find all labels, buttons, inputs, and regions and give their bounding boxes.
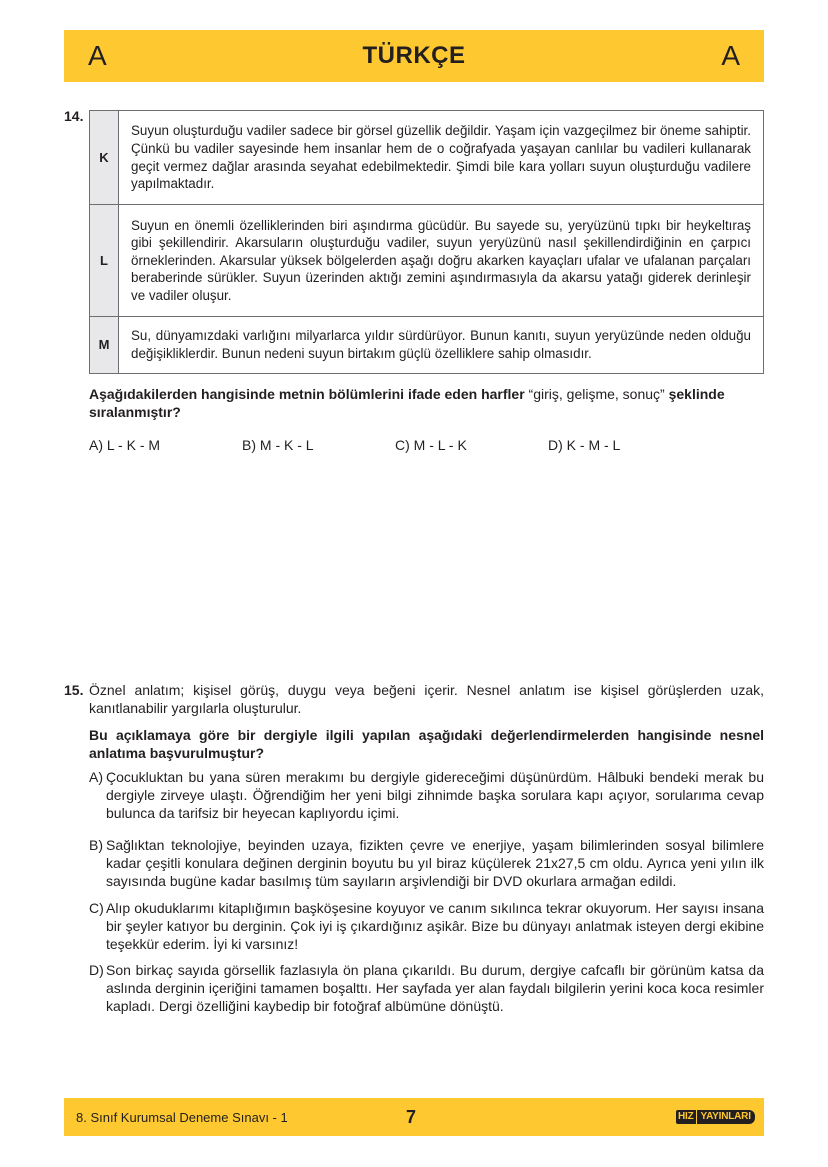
passage-text: Su, dünyamızdaki varlığını milyarlarca yıldır sürdürüyor. Bunun kanıtı, suyun yeryüzünde neden olduğu değişikliklerdir. Bunun nedeni suyun birtakım güçlü özelliklere sahip olmasıdır. xyxy=(119,317,764,374)
question-15-intro: Öznel anlatım; kişisel görüş, duygu veya beğeni içerir. Nesnel anlatım ise kişisel görüşlerden uzak, kanıtlanabilir yargılarla oluşturulur. xyxy=(89,682,764,716)
booklet-type-left: A xyxy=(88,40,107,71)
passage-letter: K xyxy=(90,111,119,205)
passage-text: Suyun oluşturduğu vadiler sadece bir görsel güzellik değildir. Yaşam için vazgeçilmez bir öneme sahiptir. Çünkü bu vadiler sayesinde hem insanlar hem de o coğrafyada yaşayan canlılar bu vadileri kullanarak geçit vermez dağlar arasında seyahat edebilmektedir. Şimdi bile kara yolları suyun oluşturduğu vadilere yapılmaktadır. xyxy=(119,111,764,205)
stem-bold-part: Aşağıdakilerden hangisinde metnin bölümlerini ifade eden harfler xyxy=(89,386,529,402)
passage-row-m xyxy=(90,317,764,374)
exam-name: 8. Sınıf Kurumsal Deneme Sınavı - 1 xyxy=(76,1109,288,1125)
booklet-type-right: A xyxy=(721,40,740,71)
page-number: 7 xyxy=(406,1106,417,1127)
logo-yayinlari: YAYINLARI xyxy=(697,1110,755,1124)
question-15-number: 15. xyxy=(64,682,84,698)
option-d[interactable] xyxy=(89,961,764,1015)
publisher-logo xyxy=(676,1110,755,1124)
option-a[interactable] xyxy=(89,768,764,822)
option-label: A) xyxy=(89,769,103,785)
question-14-choices xyxy=(89,437,701,453)
question-14-number: 14. xyxy=(64,108,84,124)
page-header xyxy=(64,30,764,82)
page-footer xyxy=(64,1098,764,1136)
subject-title: TÜRKÇE xyxy=(362,42,466,69)
option-b[interactable] xyxy=(89,836,764,890)
question-14-stem xyxy=(89,385,764,421)
choice-d[interactable]: D) K - M - L xyxy=(548,437,621,453)
passage-row-k xyxy=(90,111,764,205)
question-15 xyxy=(64,681,764,762)
passage-row-l xyxy=(90,205,764,317)
stem-quoted-part: “giriş, gelişme, sonuç” xyxy=(528,386,665,402)
option-c[interactable] xyxy=(89,899,764,953)
option-text: Sağlıktan teknolojiye, beyinden uzaya, fizikten çevre ve enerjiye, yaşam bilimlerinden sosyal bilimlere kadar çeşitli konulara değinen derginin boyutu bu yıl biraz küçülerek 21x27,5 cm oldu. Ayrıca yeni yılın ilk sayısında bugüne kadar basılmış tüm sayıların arşivlendiği bir DVD okurlara armağan edildi. xyxy=(106,837,764,889)
logo-hiz: HIZ xyxy=(678,1111,694,1122)
option-text: Alıp okuduklarımı kitaplığımın başköşesine koyuyor ve canım sıkılınca tekrar okuyorum. Her sayısı insana bir şeyler katıyor bu derginin. Çok iyi iş çıkardığınız aşikâr. Bize bu dünyayı anlatmak isteyen dergi ekibine teşekkür ederim. İyi ki varsınız! xyxy=(106,900,764,952)
passage-letter: M xyxy=(90,317,119,374)
passage-letter: L xyxy=(90,205,119,317)
question-15-stem: Bu açıklamaya göre bir dergiyle ilgili yapılan aşağıdaki değerlendirmelerden hangisinde nesnel anlatıma başvurulmuştur? xyxy=(89,727,764,761)
choice-b[interactable]: B) M - K - L xyxy=(242,437,314,453)
choice-c[interactable]: C) M - L - K xyxy=(395,437,467,453)
passage-table xyxy=(89,110,764,374)
option-label: C) xyxy=(89,900,104,916)
option-text: Çocukluktan bu yana süren merakımı bu dergiyle gidereceğimi düşünürdüm. Hâlbuki bendeki merak bu dergiyle zirveye ulaştı. Öğrendiğim her yeni bilgi zihnimde başka sorulara kapı açıyor, sorularıma cevap bulunca da tarifsiz bir heyecan kaplıyordu içimi. xyxy=(106,769,764,821)
passage-text: Suyun en önemli özelliklerinden biri aşındırma gücüdür. Bu sayede su, yeryüzünü tıpkı bir heykeltıraş gibi şekillendirir. Akarsuların oluşturduğu vadiler, suyun yeryüzünü nasıl şekillendirdiğinin en çarpıcı örneklerinden. Akarsular yüksek bölgelerden aşağı doğru akarken kayaçları ufalar ve ufalanan parçaları beraberinde sürükler. Suyun üzerinden aktığı zemini aşındırmasıyla da akarsu yatağı giderek derinleşir ve vadiler oluşur. xyxy=(119,205,764,317)
stem-bold-part: şeklinde sıralanmıştır? xyxy=(89,386,725,420)
choice-a[interactable]: A) L - K - M xyxy=(89,437,161,453)
option-text: Son birkaç sayıda görsellik fazlasıyla ön plana çıkarıldı. Bu durum, dergiye cafcaflı bir görünüm katsa da aslında derginin içeriğini tamamen boşalttı. Her sayfada yer alan faydalı bilgilerin yerini koca koca resimler kapladı. Dergi özelliğini kaybedip bir fotoğraf albümüne dönüştü. xyxy=(106,962,764,1014)
option-label: B) xyxy=(89,837,103,853)
option-label: D) xyxy=(89,962,104,978)
